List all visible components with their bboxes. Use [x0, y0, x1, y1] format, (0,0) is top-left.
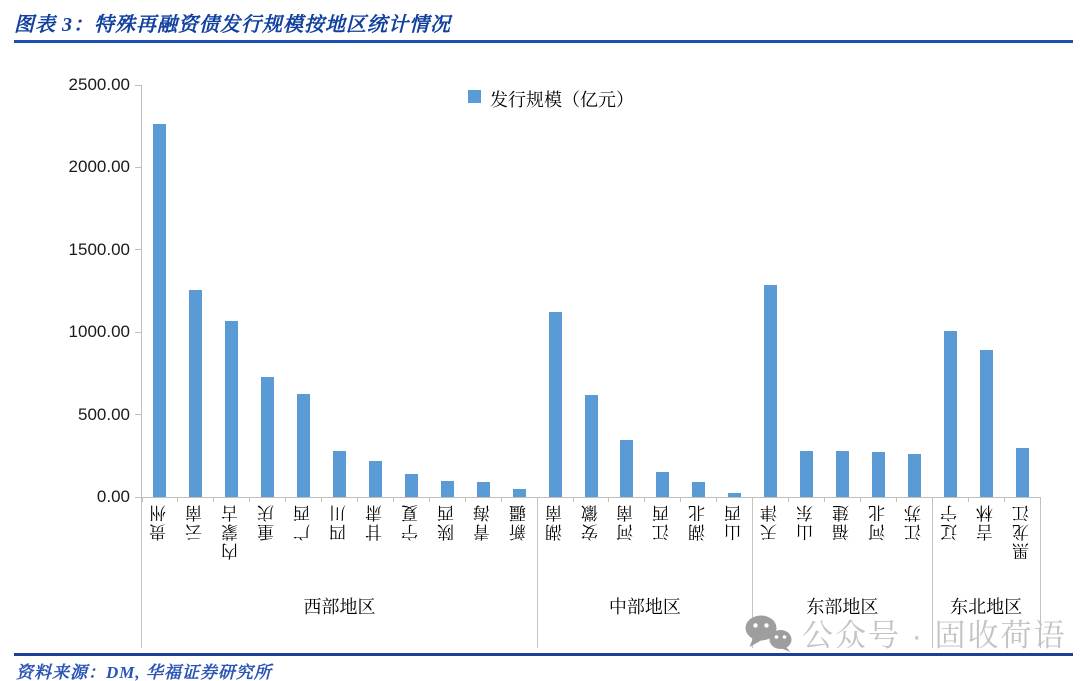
category-label-内蒙古	[221, 503, 243, 587]
x-axis-tick	[608, 497, 609, 502]
x-axis-tick	[321, 497, 322, 502]
x-axis-tick	[285, 497, 286, 502]
category-label-福建	[831, 503, 853, 587]
bar-江苏	[908, 454, 921, 497]
x-axis-tick	[249, 497, 250, 502]
x-axis-tick	[788, 497, 789, 502]
x-axis-tick	[824, 497, 825, 502]
category-label-广西	[293, 503, 315, 587]
category-label-江苏	[903, 503, 925, 587]
category-label-text: 甘肃	[365, 503, 385, 541]
bar-云南	[189, 290, 202, 497]
category-label-吉林	[975, 503, 997, 587]
category-label-text: 江西	[653, 503, 673, 541]
y-tick-label: 1500.00	[68, 239, 130, 259]
category-label-text: 辽宁	[940, 503, 960, 541]
x-axis-tick	[716, 497, 717, 502]
y-tick-label: 2000.00	[68, 157, 130, 177]
y-axis-tick	[135, 167, 141, 168]
legend-label: 发行规模（亿元）	[490, 90, 634, 110]
x-axis-tick	[573, 497, 574, 502]
y-axis-tick	[135, 332, 141, 333]
category-label-陕西	[436, 503, 458, 587]
category-label-text: 四川	[330, 503, 350, 541]
title-underline	[14, 40, 1073, 43]
category-label-text: 山西	[725, 503, 745, 541]
category-label-text: 湖北	[689, 503, 709, 541]
watermark	[744, 610, 1067, 655]
y-axis-line	[141, 85, 142, 497]
bar-甘肃	[369, 461, 382, 497]
category-label-湖北	[688, 503, 710, 587]
category-label-宁夏	[400, 503, 422, 587]
category-label-text: 内蒙古	[222, 503, 242, 560]
bar-黑龙江	[1016, 448, 1029, 497]
bar-新疆	[513, 489, 526, 497]
category-label-辽宁	[939, 503, 961, 587]
bar-湖北	[692, 482, 705, 497]
category-label-黑龙江	[1011, 503, 1033, 587]
category-label-text: 新疆	[509, 503, 529, 541]
category-label-text: 湖南	[545, 503, 565, 541]
x-axis-tick	[1004, 497, 1005, 502]
chart-title: 图表 3：特殊再融资债发行规模按地区统计情况	[14, 14, 451, 36]
bar-湖南	[549, 312, 562, 497]
x-axis-tick	[644, 497, 645, 502]
category-label-text: 安徽	[581, 503, 601, 541]
bar-吉林	[980, 350, 993, 497]
category-label-云南	[185, 503, 207, 587]
category-label-text: 宁夏	[401, 503, 421, 541]
category-label-text: 河南	[617, 503, 637, 541]
y-axis-tick	[135, 414, 141, 415]
watermark-text: 公众号 · 固收荷语	[802, 618, 1067, 653]
bar-重庆	[261, 377, 274, 497]
category-label-text: 贵州	[150, 503, 170, 541]
category-label-河南	[616, 503, 638, 587]
group-label-东北地区: 东北地区	[950, 597, 1023, 617]
y-tick-label: 0.00	[96, 487, 130, 506]
category-label-text: 河北	[868, 503, 888, 541]
category-label-新疆	[508, 503, 530, 587]
plot-area	[142, 85, 1040, 617]
category-label-text: 广西	[294, 503, 314, 541]
category-label-text: 云南	[186, 503, 206, 541]
category-label-安徽	[580, 503, 602, 587]
category-label-text: 吉林	[976, 503, 996, 541]
bar-贵州	[153, 124, 166, 497]
category-label-text: 陕西	[437, 503, 457, 541]
bar-福建	[836, 451, 849, 497]
bar-天津	[764, 285, 777, 497]
bar-广西	[297, 394, 310, 497]
group-label-西部地区: 西部地区	[303, 597, 376, 617]
x-axis-line	[135, 497, 1040, 498]
y-axis-tick	[135, 85, 141, 86]
category-label-text: 青海	[473, 503, 493, 541]
category-label-text: 重庆	[258, 503, 278, 541]
y-tick-label: 1000.00	[68, 322, 130, 342]
x-axis-tick	[393, 497, 394, 502]
category-label-青海	[472, 503, 494, 587]
bar-青海	[477, 482, 490, 497]
category-label-湖南	[544, 503, 566, 587]
category-label-四川	[329, 503, 351, 587]
category-label-甘肃	[364, 503, 386, 587]
y-tick-label: 500.00	[78, 404, 130, 424]
category-label-江西	[652, 503, 674, 587]
bar-辽宁	[944, 331, 957, 497]
category-label-text: 山东	[797, 503, 817, 541]
bar-安徽	[585, 395, 598, 497]
group-label-东部地区: 东部地区	[806, 597, 879, 617]
bar-宁夏	[405, 474, 418, 497]
group-separator	[537, 497, 538, 648]
category-label-天津	[760, 503, 782, 587]
category-label-text: 天津	[761, 503, 781, 541]
bar-河北	[872, 452, 885, 497]
category-label-text: 福建	[832, 503, 852, 541]
category-label-山西	[724, 503, 746, 587]
source-text: 资料来源：DM, 华福证券研究所	[16, 663, 272, 681]
bar-山西	[728, 493, 741, 497]
bar-山东	[800, 451, 813, 497]
category-label-重庆	[257, 503, 279, 587]
bar-河南	[620, 440, 633, 497]
x-axis-tick	[213, 497, 214, 502]
x-axis-tick	[680, 497, 681, 502]
x-axis-tick	[429, 497, 430, 502]
bar-四川	[333, 451, 346, 497]
category-label-河北	[867, 503, 889, 587]
y-tick-label: 2500.00	[68, 75, 130, 94]
category-label-山东	[796, 503, 818, 587]
legend	[468, 86, 634, 112]
x-axis-tick	[968, 497, 969, 502]
category-label-text: 黑龙江	[1012, 503, 1032, 560]
group-separator	[141, 497, 142, 648]
group-label-中部地区: 中部地区	[608, 597, 681, 617]
x-axis-tick	[465, 497, 466, 502]
bar-陕西	[441, 481, 454, 497]
x-axis-tick	[860, 497, 861, 502]
category-label-贵州	[149, 503, 171, 587]
category-label-text: 江苏	[904, 503, 924, 541]
y-axis-tick	[135, 249, 141, 250]
x-axis-tick	[501, 497, 502, 502]
x-axis-tick	[357, 497, 358, 502]
x-axis-tick	[177, 497, 178, 502]
legend-swatch	[468, 90, 481, 103]
wechat-icon	[744, 614, 794, 652]
x-axis-tick	[896, 497, 897, 502]
bar-内蒙古	[225, 321, 238, 497]
bar-江西	[656, 472, 669, 497]
